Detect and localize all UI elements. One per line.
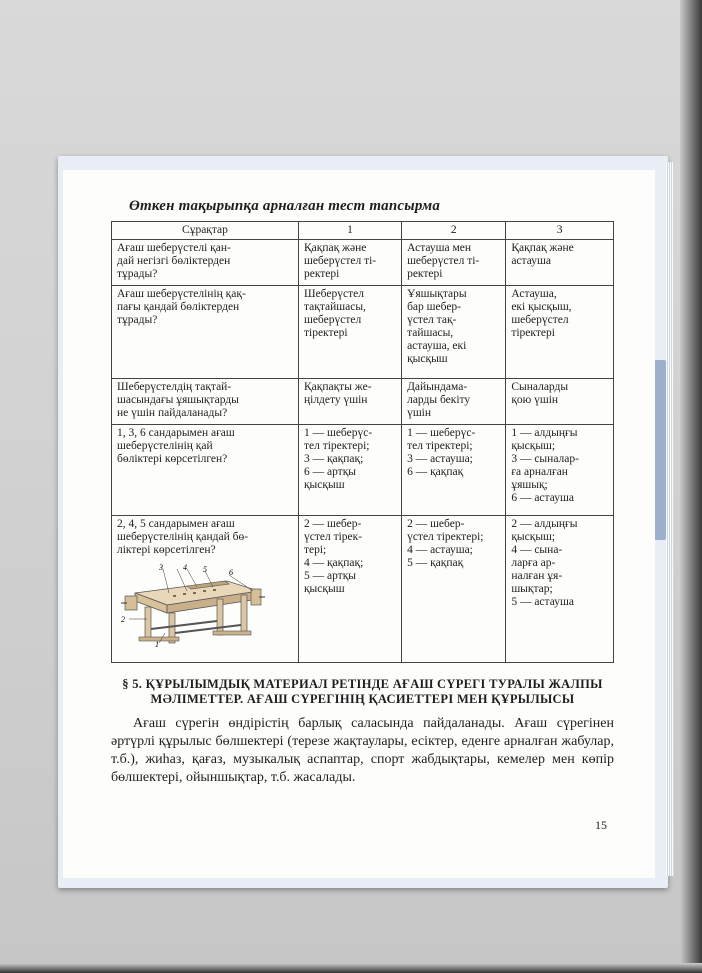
table-row xyxy=(112,286,614,379)
answer-cell: 1 — алдыңғы қысқыш; 3 — сыналар- ға арналған ұяшық; 6 — астауша xyxy=(506,425,614,516)
answer-cell: 2 — алдыңғы қысқыш; 4 — сына- ларға ар- налған ұя- шықтар; 5 — астауша xyxy=(506,516,614,663)
question-cell: 1, 3, 6 сандарымен ағаш шеберүстелінің қай бөліктері көрсетілген? xyxy=(112,425,299,516)
table-row xyxy=(112,240,614,286)
header-cell-3: 3 xyxy=(506,222,614,240)
page-number: 15 xyxy=(595,818,607,832)
answer-cell: 1 — шеберүс- тел тіректері; 3 — астауша; 6 — қақпақ xyxy=(402,425,506,516)
page-content xyxy=(111,198,631,787)
table-row xyxy=(112,516,614,663)
question-text: 2, 4, 5 сандарымен ағаш шеберүстелінің қандай бө- ліктері көрсетілген? xyxy=(117,518,249,556)
question-cell: Ағаш шеберүстелінің қақ- пағы қандай бөліктерден тұрады? xyxy=(112,286,299,379)
body-paragraph: Ағаш сүрегін өндірістің барлық саласында пайдаланады. Ағаш сүрегінен әртүрлі құрылыс бөлшектері (терезе жақтаулары, есіктер, еденге арналған жабулар, т.б.), жиһаз, қағаз, музыкалық аспаптар, спорт жабдықтары, кемелер мен көпір бөлшектері, ойыншықтар, т.б. жасалады. xyxy=(111,716,614,785)
table-header-row xyxy=(112,222,614,240)
book-page xyxy=(63,170,655,878)
answer-cell: 2 — шебер- үстел тірек- тері; 4 — қақпақ; 5 — артқы қысқыш xyxy=(298,516,401,663)
question-cell-with-figure xyxy=(112,516,299,663)
answer-cell: Дайындама- ларды бекіту үшін xyxy=(402,379,506,425)
answer-cell: Қақпақ және астауша xyxy=(506,240,614,286)
answer-cell: Сыналарды қою үшін xyxy=(506,379,614,425)
answer-cell: Астауша мен шеберүстел ті- ректері xyxy=(402,240,506,286)
answer-cell: Ұяшықтары бар шебер- үстел тақ- тайшасы, астауша, екі қысқыш xyxy=(402,286,506,379)
page-heading: Өткен тақырыпқа арналған тест тапсырма xyxy=(129,198,441,214)
figure-label: 6 xyxy=(229,568,233,577)
question-cell: Шеберүстелдің тақтай- шасындағы ұяшықтарды не үшін пайдаланады? xyxy=(112,379,299,425)
figure-label: 3 xyxy=(159,563,163,572)
header-cell-questions: Сұрақтар xyxy=(112,222,299,240)
workbench-illustration xyxy=(117,563,267,647)
section-title: § 5. ҚҰРЫЛЫМДЫҚ МАТЕРИАЛ РЕТІНДЕ АҒАШ СҮРЕГІ ТУРАЛЫ ЖАЛПЫ МӘЛІМЕТТЕР. АҒАШ СҮРЕГІНІҢ ҚАСИЕТТЕРІ МЕН ҚҰРЫЛЫСЫ xyxy=(122,677,603,706)
scanner-edge-right xyxy=(680,0,702,973)
figure-label: 4 xyxy=(183,563,187,572)
answer-cell: Қақпақты же- ңілдету үшін xyxy=(298,379,401,425)
test-table xyxy=(111,221,614,663)
answer-cell: 2 — шебер- үстел тіректері; 4 — астауша; 5 — қақпақ xyxy=(402,516,506,663)
table-row xyxy=(112,379,614,425)
answer-cell: Қақпақ және шеберүстел ті- ректері xyxy=(298,240,401,286)
figure-label: 2 xyxy=(121,615,125,624)
header-cell-1: 1 xyxy=(298,222,401,240)
table-row xyxy=(112,425,614,516)
figure-label: 1 xyxy=(155,640,159,647)
header-cell-2: 2 xyxy=(402,222,506,240)
answer-cell: 1 — шеберүс- тел тіректері; 3 — қақпақ; 6 — артқы қысқыш xyxy=(298,425,401,516)
question-cell: Ағаш шеберүстелі қан- дай негізгі бөліктерден тұрады? xyxy=(112,240,299,286)
answer-cell: Шеберүстел тақтайшасы, шеберүстел тіректері xyxy=(298,286,401,379)
answer-cell: Астауша, екі қысқыш, шеберүстел тіректері xyxy=(506,286,614,379)
figure-label: 5 xyxy=(203,565,207,574)
scanner-edge-bottom xyxy=(0,963,702,973)
